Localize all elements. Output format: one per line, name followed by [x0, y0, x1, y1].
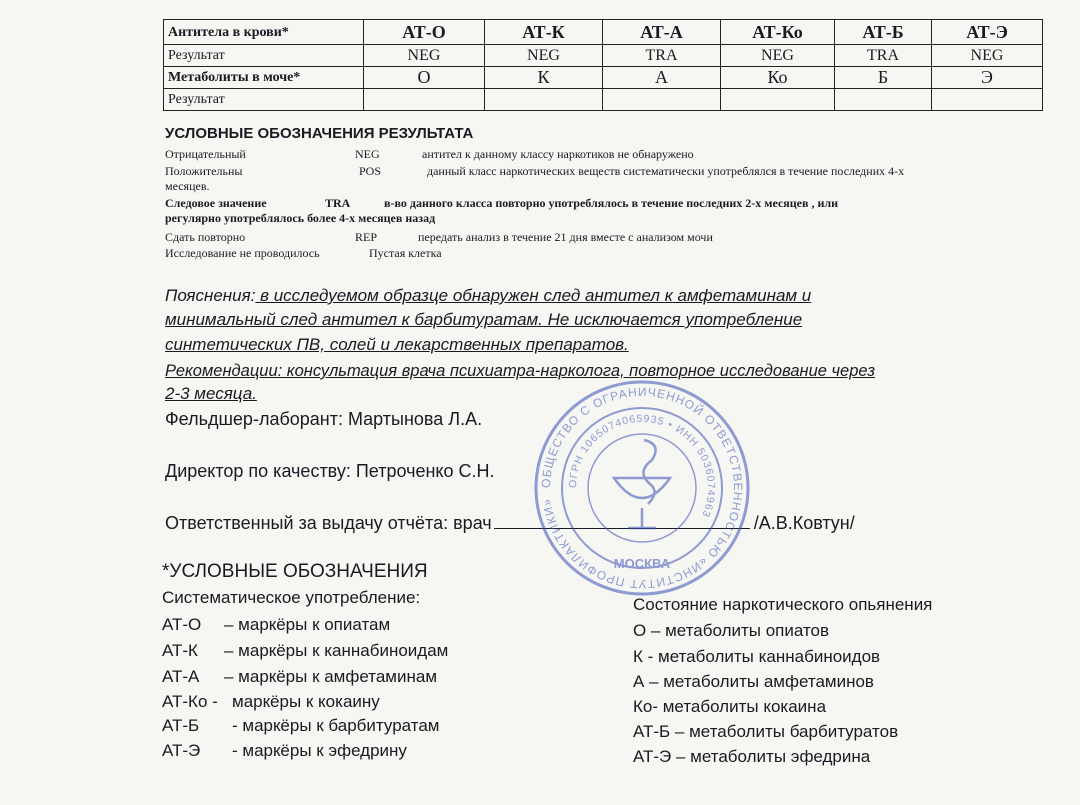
- empty-cell: [835, 89, 932, 111]
- result-cell: TRA: [603, 45, 721, 67]
- notes-left-item: [162, 716, 439, 736]
- metabolite-cell: О: [364, 67, 485, 89]
- recommendation-text: 2-3 месяца.: [165, 384, 257, 403]
- note-abbr: АТ-Б: [162, 716, 200, 735]
- legend-code: POS: [359, 164, 382, 178]
- note-abbr: АТ-О: [162, 615, 202, 634]
- note-desc: – маркёры к каннабиноидам: [224, 641, 449, 660]
- legend-code: TRA: [325, 196, 351, 210]
- explanation-label: Пояснения:: [165, 286, 256, 305]
- notes-left-item: [162, 692, 380, 712]
- metabolite-cell: Ко: [721, 67, 835, 89]
- empty-cell: [364, 89, 485, 111]
- legend-desc: данный класс наркотических веществ систематически употреблялся в течение последних 4-х: [427, 164, 905, 178]
- legend-label: Исследование не проводилось: [165, 246, 320, 260]
- results-table: [163, 19, 1043, 111]
- metabolite-cell: К: [485, 67, 603, 89]
- note-abbr: АТ-А: [162, 667, 200, 686]
- bowl-of-hygieia-icon: [614, 440, 670, 528]
- notes-title: *УСЛОВНЫЕ ОБОЗНАЧЕНИЯ: [162, 561, 428, 582]
- legend-label: Следовое значение: [165, 196, 267, 210]
- lab-assistant: Фельдшер-лаборант: Мартынова Л.А.: [165, 409, 483, 429]
- column-header: АТ-Б: [835, 20, 932, 45]
- table-row: [164, 89, 1043, 111]
- notes-left-header: Систематическое употребление:: [162, 588, 421, 607]
- quality-director: Директор по качеству: Петроченко С.Н.: [165, 461, 495, 481]
- recommendation-line-2: [165, 384, 257, 404]
- column-header: АТ-Э: [932, 20, 1043, 45]
- legend-code: NEG: [355, 147, 380, 161]
- legend-desc-cont: месяцев.: [165, 179, 210, 193]
- notes-right-item: А – метаболиты амфетаминов: [633, 672, 874, 691]
- row-label: Результат: [164, 45, 364, 67]
- note-abbr: АТ-К: [162, 641, 198, 660]
- row-label: Результат: [164, 89, 364, 111]
- explanation-text: синтетических ПВ, солей и лекарственных препаратов.: [165, 335, 629, 354]
- result-cell: NEG: [721, 45, 835, 67]
- stamp-city: МОСКВА: [613, 556, 671, 571]
- table-row: [164, 45, 1043, 67]
- explanation-line-2: [165, 310, 802, 330]
- empty-cell: [485, 89, 603, 111]
- notes-right-item: Ко- метаболиты кокаина: [633, 697, 827, 716]
- note-abbr: АТ-Ко -: [162, 692, 218, 711]
- notes-right-item: К - метаболиты каннабиноидов: [633, 647, 881, 666]
- round-stamp: [532, 378, 752, 598]
- legend-label: Отрицательный: [165, 147, 246, 161]
- legend-label: Положительны: [165, 164, 243, 178]
- note-abbr: АТ-Э: [162, 741, 201, 760]
- explanation-line-1: [165, 286, 811, 306]
- recommendation-line-1: [165, 362, 875, 381]
- result-cell: NEG: [364, 45, 485, 67]
- metabolite-cell: А: [603, 67, 721, 89]
- legend-title: УСЛОВНЫЕ ОБОЗНАЧЕНИЯ РЕЗУЛЬТАТА: [165, 125, 474, 142]
- column-header: АТ-К: [485, 20, 603, 45]
- column-header: АТ-О: [364, 20, 485, 45]
- empty-cell: [721, 89, 835, 111]
- legend-desc: антител к данному классу наркотиков не обнаружено: [422, 147, 694, 161]
- explanation-text: в исследуемом образце обнаружен след антител к амфетаминам и: [255, 286, 812, 305]
- notes-left-item: [162, 667, 437, 687]
- empty-cell: [932, 89, 1043, 111]
- row-label: Метаболиты в моче*: [164, 67, 364, 89]
- stamp-inner-textpath: ОГРН 1065074065935 • ИНН 5036074963: [566, 412, 718, 520]
- stamp-middle-ring: [562, 408, 722, 568]
- notes-left-item: [162, 615, 390, 635]
- note-desc: – маркёры к амфетаминам: [224, 667, 438, 686]
- legend-desc: передать анализ в течение 21 дня вместе с анализом мочи: [418, 230, 713, 244]
- metabolite-cell: Э: [932, 67, 1043, 89]
- legend-desc-cont: регулярно употреблялось более 4-х месяцев назад: [165, 211, 436, 225]
- note-desc: маркёры к кокаину: [232, 692, 380, 711]
- explanation-line-3: [165, 335, 629, 355]
- note-desc: – маркёры к опиатам: [224, 615, 391, 634]
- recommendation-text: Рекомендации: консультация врача психиатра-нарколога, повторное исследование через: [165, 362, 876, 380]
- stamp-ring-textpath: ОБЩЕСТВО С ОГРАНИЧЕННОЙ ОТВЕТСТВЕННОСТЬЮ «ИНСТИТУТ ПРОФИЛАКТИКИ»: [538, 384, 746, 592]
- notes-left-item: [162, 741, 407, 761]
- table-header-row: [164, 20, 1043, 45]
- notes-left-item: [162, 641, 448, 661]
- note-desc: - маркёры к эфедрину: [232, 741, 407, 760]
- result-cell: NEG: [932, 45, 1043, 67]
- responsible-name: /А.В.Ковтун/: [753, 513, 855, 533]
- legend-desc: в-во данного класса повторно употреблялось в течение последних 2-х месяцев , или: [384, 196, 839, 210]
- header-label: Антитела в крови*: [164, 20, 364, 45]
- explanation-text: минимальный след антител к барбитуратам. Не исключается употребление: [165, 310, 803, 329]
- legend-label: Сдать повторно: [165, 230, 246, 244]
- notes-right-item: АТ-Э – метаболиты эфедрина: [633, 747, 871, 766]
- legend-code: REP: [355, 230, 378, 244]
- empty-cell: [603, 89, 721, 111]
- column-header: АТ-А: [603, 20, 721, 45]
- notes-right-header: Состояние наркотического опьянения: [633, 595, 933, 614]
- legend-desc: Пустая клетка: [369, 246, 442, 260]
- result-cell: NEG: [485, 45, 603, 67]
- note-desc: - маркёры к барбитуратам: [232, 716, 440, 735]
- table-row: [164, 67, 1043, 89]
- column-header: АТ-Ко: [721, 20, 835, 45]
- notes-right-item: О – метаболиты опиатов: [633, 621, 830, 640]
- metabolite-cell: Б: [835, 67, 932, 89]
- result-cell: TRA: [835, 45, 932, 67]
- responsible-prefix: Ответственный за выдачу отчёта: врач: [165, 513, 492, 533]
- notes-right-item: АТ-Б – метаболиты барбитуратов: [633, 722, 899, 741]
